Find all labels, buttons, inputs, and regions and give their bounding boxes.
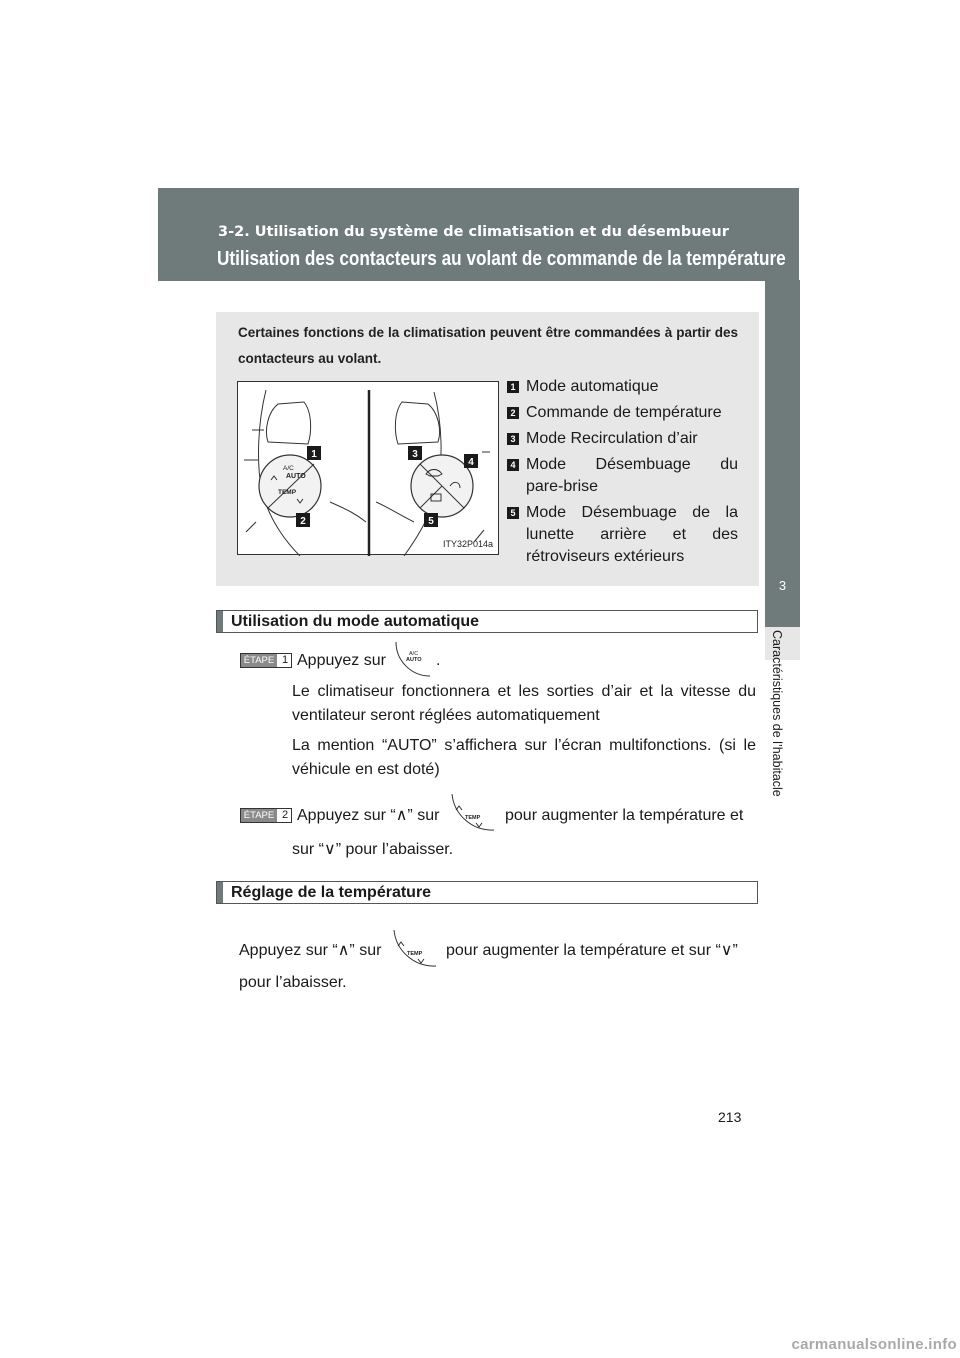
legend-item [507,454,738,498]
watermark-text: carmanualsonline.info [791,1336,957,1353]
temp-button-icon [392,926,440,970]
section-heading-auto-mode [216,610,758,633]
chapter-number: 3 [778,578,787,593]
section-heading-bar [217,611,223,632]
icon-ac-label: A/C [409,651,419,657]
callout-1 [307,446,321,460]
step-1-note-1: Le climatiseur fonctionnera et les sorties d’air et la vitesse du ventilateur seront réglées automatiquement [292,683,756,724]
section-heading-temperature [216,881,758,904]
svg-text:5: 5 [428,516,434,527]
legend-item [507,402,738,424]
section-heading-bar [217,882,223,903]
legend-item [507,502,738,568]
svg-text:1: 1 [311,449,317,460]
svg-text:4: 4 [468,457,474,468]
step-1-badge [240,653,292,668]
legend-text: Mode Désembuage du [526,456,738,473]
temp-button-icon [450,790,498,834]
step-label: ÉTAPE [241,809,277,822]
icon-temp-label: TEMP [465,815,481,821]
legend-number-badge: 3 [507,433,519,445]
legend-item [507,428,738,450]
svg-text:2: 2 [300,516,306,527]
step-number: 1 [281,654,289,666]
section-title: 3-2. Utilisation du système de climatisation et du désembueur [218,224,729,240]
watermark [783,1321,959,1357]
intro-text: Certaines fonctions de la climatisation peuvent être commandées à partir des contacteurs au volant. [238,325,738,366]
section-heading-text: Réglage de la température [231,884,432,901]
step-1-text: Appuyez sur [297,652,386,669]
step-1-period: . [436,652,441,669]
legend-text: Mode Désembuage de la [526,504,738,521]
callout-4 [464,454,478,468]
legend-text: Mode automatique [526,378,659,395]
chapter-side-label [770,630,794,830]
icon-temp-label: TEMP [407,951,423,957]
chapter-side-label-text: Caractéristiques de l’habitacle [770,630,784,797]
figure-legend [507,376,738,572]
legend-number-badge: 1 [507,381,519,393]
chapter-side-tab [765,280,800,660]
step-2-text-after: pour augmenter la température et [505,807,744,824]
fig-ac-label: A/C [283,465,294,472]
svg-text:3: 3 [412,449,418,460]
step-2-text: Appuyez sur “∧” sur [297,807,440,824]
legend-text: Mode Recirculation d’air [526,430,698,447]
legend-number-badge: 2 [507,407,519,419]
legend-number-badge: 5 [507,507,519,519]
fig-auto-label: AUTO [286,473,306,480]
steering-wheel-figure [237,381,499,555]
figure-code: ITY32P014a [443,539,494,549]
step-number: 2 [281,809,289,821]
callout-2 [296,513,310,527]
legend-item [507,376,738,398]
section-heading-text: Utilisation du mode automatique [231,613,480,630]
page-title: Utilisation des contacteurs au volant de commande de la température [217,248,786,270]
callout-3 [408,446,422,460]
side-tab-block [765,280,800,627]
legend-number-badge: 4 [507,459,519,471]
legend-text: lunette arrière et des [526,526,738,543]
temperature-text: Appuyez sur “∧” sur [239,942,382,959]
temperature-text-line2: pour l’abaisser. [239,974,347,991]
legend-text: pare-brise [526,478,599,495]
temperature-text-after: pour augmenter la température et sur “∨” [446,942,738,959]
icon-auto-label: AUTO [406,657,422,663]
callout-5 [424,513,438,527]
ac-auto-button-icon [392,640,432,680]
step-2-badge [240,808,292,823]
chapter-header [158,188,799,281]
page-number: 213 [718,1109,742,1125]
step-1-note-2: La mention “AUTO” s’affichera sur l’écran multifonctions. (si le véhicule en est doté) [292,737,756,778]
legend-text: Commande de température [526,404,722,421]
step-label: ÉTAPE [241,654,277,667]
step-2-text-line2: sur “∨” pour l’abaisser. [292,841,454,858]
fig-temp-label: TEMP [278,489,297,496]
legend-text: rétroviseurs extérieurs [526,548,685,565]
steering-wheel-illustration [238,382,500,556]
